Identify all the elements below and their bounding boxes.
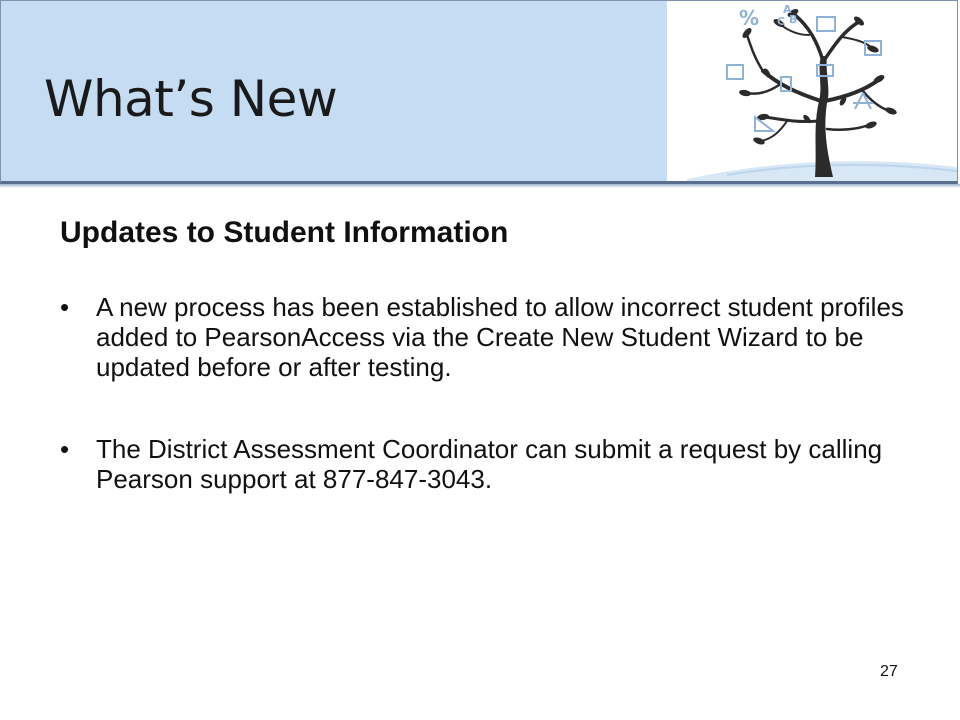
slide-title: What’s New bbox=[44, 70, 338, 128]
bullet-text: A new process has been established to allow incorrect student profiles added to PearsonAccess via the Create New Student Wizard to be updated before or after testing. bbox=[96, 292, 904, 382]
chart-board-icon bbox=[817, 17, 835, 31]
stack-of-books-icon bbox=[727, 65, 743, 79]
tree-illustration bbox=[667, 1, 957, 181]
tree-branches bbox=[747, 15, 889, 141]
banner-shadow bbox=[0, 184, 960, 188]
bullet-marker: • bbox=[60, 434, 70, 464]
letters-abc-icon: A bbox=[783, 3, 792, 16]
bullet-list bbox=[60, 292, 910, 494]
bullet-marker: • bbox=[60, 292, 70, 322]
svg-text:C: C bbox=[777, 15, 786, 28]
page-number: 27 bbox=[880, 663, 898, 680]
bullet-item bbox=[60, 292, 910, 382]
bullet-text: The District Assessment Coordinator can submit a request by calling Pearson support at 877-847-3043. bbox=[96, 434, 883, 494]
percent-icon: % bbox=[739, 6, 760, 30]
compass-icon bbox=[853, 93, 873, 109]
section-heading: Updates to Student Information bbox=[60, 216, 509, 249]
svg-text:B: B bbox=[789, 13, 798, 26]
bullet-item bbox=[60, 434, 910, 494]
